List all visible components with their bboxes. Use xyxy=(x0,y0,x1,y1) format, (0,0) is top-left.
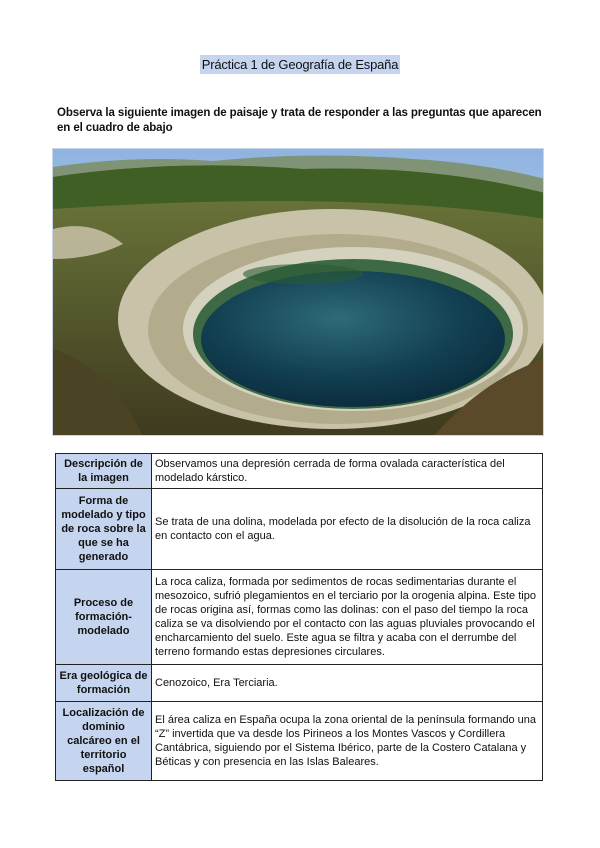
table-row xyxy=(56,489,543,570)
document-title-text: Práctica 1 de Geografía de España xyxy=(201,57,399,72)
karst-doline-illustration xyxy=(53,149,544,436)
row-value: La roca caliza, formada por sedimentos de rocas sedimentarias durante el mesozoico, sufrió plegamientos en el terciario por la orogenia alpina. Este tipo de rocas origina así, formas como las dolinas: con el paso del tiempo la roca caliza se va disolviendo por el contacto con las aguas pluviales provocando el encharcamiento del suelo. Este agua se filtra y acaba con el derrumbe del terreno formando estas depresiones circulares. xyxy=(152,570,543,665)
table-row xyxy=(56,454,543,489)
instruction-text: Observa la siguiente imagen de paisaje y trata de responder a las preguntas que aparecen en el cuadro de abajo xyxy=(57,107,542,134)
row-value: Se trata de una dolina, modelada por efecto de la disolución de la roca caliza en contacto con el agua. xyxy=(152,489,543,570)
table-row xyxy=(56,665,543,702)
row-value: El área caliza en España ocupa la zona oriental de la península formando una “Z” invertida que va desde los Pirineos a los Montes Vascos y Cordillera Cantábrica, siguiendo por el Sistema Ibérico, parte de la Costero Catalana y Béticas y con presencia en las Islas Baleares. xyxy=(152,702,543,781)
row-label: Forma de modelado y tipo de roca sobre la que se ha generado xyxy=(56,489,152,570)
info-table xyxy=(55,453,543,781)
row-label: Descripción de la imagen xyxy=(56,454,152,489)
row-value: Observamos una depresión cerrada de forma ovalada característica del modelado kárstico. xyxy=(152,454,543,489)
row-label: Era geológica de formación xyxy=(56,665,152,702)
landscape-photo xyxy=(52,148,544,436)
row-label: Proceso de formación-modelado xyxy=(56,570,152,665)
table-row xyxy=(56,702,543,781)
table-row xyxy=(56,570,543,665)
row-value: Cenozoico, Era Terciaria. xyxy=(152,665,543,702)
document-title xyxy=(0,56,600,74)
row-label: Localización de dominio calcáreo en el territorio español xyxy=(56,702,152,781)
